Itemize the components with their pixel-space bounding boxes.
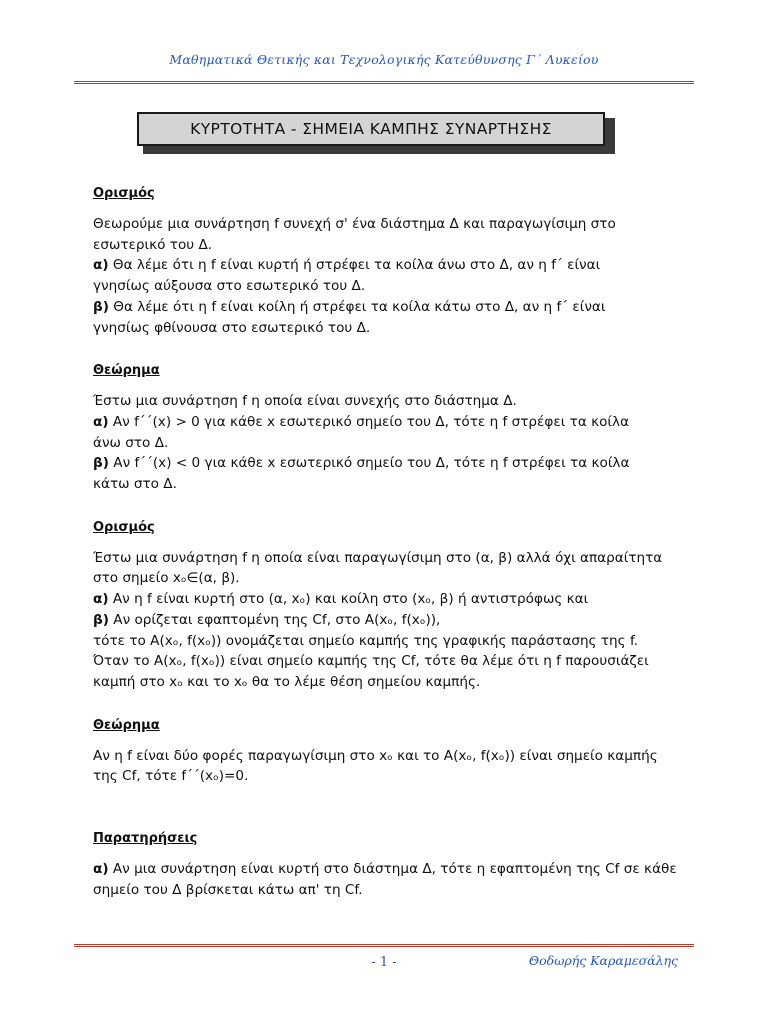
paragraph-line — [93, 297, 683, 318]
line-text: στο σημείο xₒ∈(α, β). — [93, 570, 240, 587]
line-text: Έστω μια συνάρτηση f η οποία είναι παραγωγίσιμη στο (α, β) αλλά όχι απαραίτητα — [93, 549, 663, 566]
document-title: ΚΥΡΤΟΤΗΤΑ - ΣΗΜΕΙΑ ΚΑΜΠΗΣ ΣΥΝΑΡΤΗΣΗΣ — [137, 112, 605, 146]
paragraph-line — [93, 214, 683, 235]
paragraph-line — [93, 746, 683, 767]
paragraph-line — [93, 651, 683, 672]
section-heading: Θεώρημα — [93, 363, 160, 379]
line-text: Αν f΄΄(x) < 0 για κάθε x εσωτερικό σημείο του Δ, τότε η f στρέφει τα κοίλα — [108, 455, 630, 472]
line-text: γνησίως αύξουσα στο εσωτερικό του Δ. — [93, 278, 366, 295]
line-text: γνησίως φθίνουσα στο εσωτερικό του Δ. — [93, 319, 371, 336]
line-text: Αν f΄΄(x) > 0 για κάθε x εσωτερικό σημείο του Δ, τότε η f στρέφει τα κοίλα — [108, 413, 630, 430]
item-label: β) — [93, 298, 109, 315]
line-text: Έστω μια συνάρτηση f η οποία είναι συνεχής στο διάστημα Δ. — [93, 393, 517, 410]
item-label: β) — [93, 455, 109, 472]
line-text: Αν ορίζεται εφαπτομένη της Cf, στο Α(xₒ, f(xₒ)), — [108, 611, 441, 628]
paragraph-line — [93, 474, 683, 495]
paragraph-line — [93, 453, 683, 474]
item-label: β) — [93, 611, 109, 628]
line-text: Θα λέμε ότι η f είναι κοίλη ή στρέφει τα κοίλα κάτω στο Δ, αν η f΄ είναι — [108, 298, 606, 315]
paragraph-line — [93, 548, 683, 569]
item-label: α) — [93, 591, 109, 608]
item-label: α) — [93, 861, 109, 878]
paragraph-line — [93, 631, 683, 652]
paragraph-line — [93, 859, 683, 880]
paragraph-line — [93, 255, 683, 276]
line-text: άνω στο Δ. — [93, 434, 169, 451]
line-text: της Cf, τότε f΄΄(xₒ)=0. — [93, 768, 249, 785]
line-text: Αν η f είναι δύο φορές παραγωγίσιμη στο xₒ και το Α(xₒ, f(xₒ)) είναι σημείο καμπής — [93, 747, 658, 764]
line-text: τότε το Α(xₒ, f(xₒ)) ονομάζεται σημείο καμπής της γραφικής παράστασης της f. — [93, 632, 639, 649]
author-name: Θοδωρής Καραμεσάλης — [528, 953, 678, 968]
header-divider — [74, 81, 694, 84]
line-text: Αν μια συνάρτηση είναι κυρτή στο διάστημα Δ, τότε η εφαπτομένη της Cf σε κάθε — [108, 861, 677, 878]
section-heading: Ορισμός — [93, 519, 155, 535]
paragraph-line — [93, 610, 683, 631]
line-text: Όταν το Α(xₒ, f(xₒ)) είναι σημείο καμπής της Cf, τότε θα λέμε ότι η f παρουσιάζει — [93, 653, 649, 670]
document-body — [93, 186, 683, 900]
line-text: Θα λέμε ότι η f είναι κυρτή ή στρέφει τα κοίλα άνω στο Δ, αν η f΄ είναι — [108, 257, 601, 274]
line-text: κάτω στο Δ. — [93, 476, 177, 493]
item-label: α) — [93, 257, 109, 274]
paragraph-line — [93, 589, 683, 610]
paragraph-line — [93, 766, 683, 787]
paragraph-line — [93, 235, 683, 256]
paragraph-line — [93, 672, 683, 693]
line-text: σημείο του Δ βρίσκεται κάτω απ' τη Cf. — [93, 881, 363, 898]
paragraph-line — [93, 276, 683, 297]
item-label: α) — [93, 413, 109, 430]
paragraph-line — [93, 391, 683, 412]
footer-divider — [74, 944, 694, 947]
paragraph-line — [93, 318, 683, 339]
paragraph-line — [93, 433, 683, 454]
line-text: καμπή στο xₒ και το xₒ θα το λέμε θέση σημείου καμπής. — [93, 673, 481, 690]
line-text: εσωτερικό του Δ. — [93, 236, 213, 253]
line-text: Θεωρούμε μια συνάρτηση f συνεχή σ' ένα διάστημα Δ και παραγωγίσιμη στο — [93, 216, 616, 232]
line-text: Αν η f είναι κυρτή στο (α, xₒ) και κοίλη στο (xₒ, β) ή αντιστρόφως και — [108, 591, 589, 608]
section-heading: Θεώρημα — [93, 717, 160, 733]
section-heading: Ορισμός — [93, 186, 155, 201]
paragraph-line — [93, 412, 683, 433]
paragraph-line — [93, 568, 683, 589]
paragraph-line — [93, 880, 683, 901]
page-number: - 1 - — [371, 955, 397, 970]
page-header: Μαθηματικά Θετικής και Τεχνολογικής Κατεύθυνσης Γ΄ Λυκείου — [169, 52, 599, 67]
section-heading: Παρατηρήσεις — [93, 831, 198, 847]
